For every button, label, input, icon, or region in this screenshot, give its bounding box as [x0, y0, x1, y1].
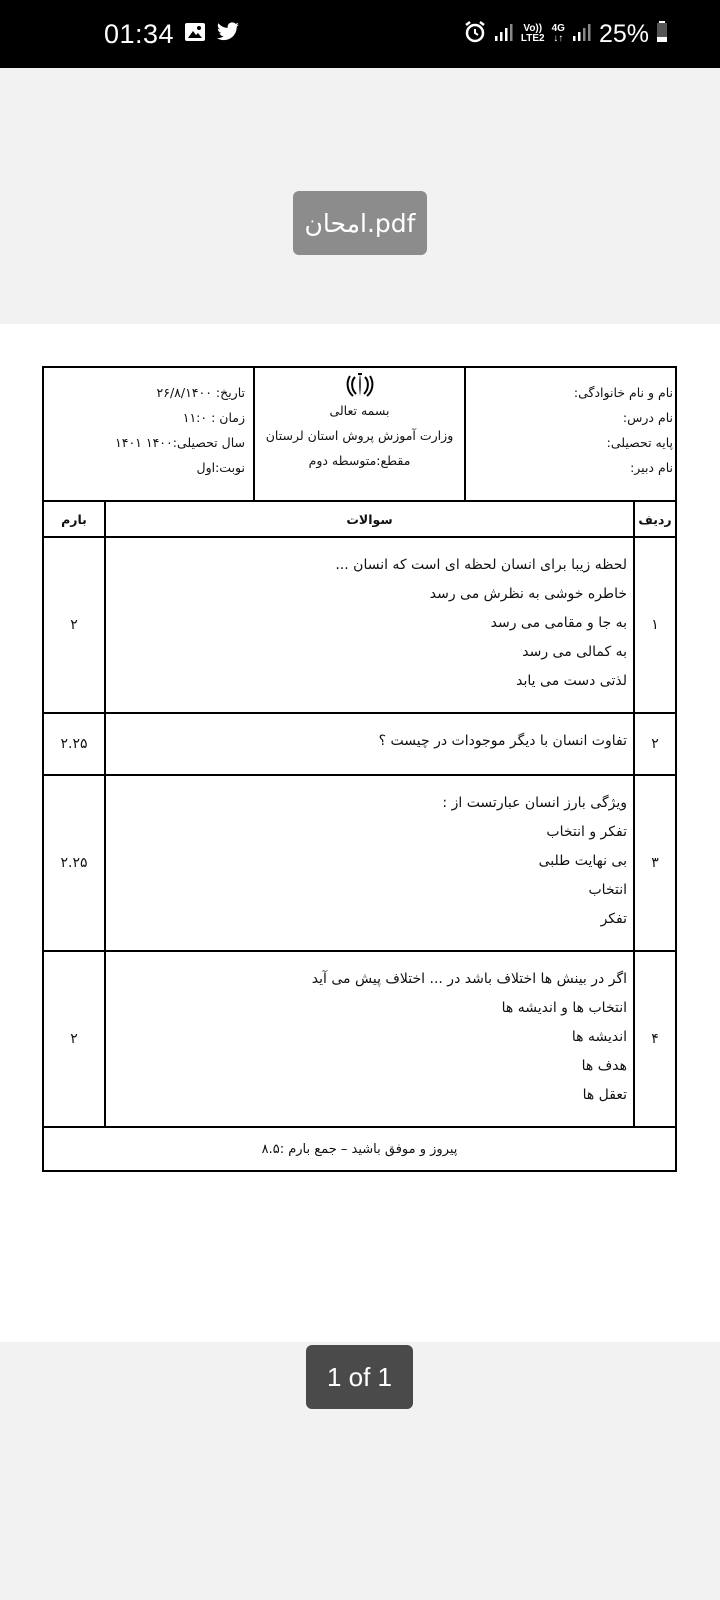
grade-label: پایه تحصیلی: — [606, 435, 673, 450]
page-indicator — [306, 1345, 413, 1409]
gallery-icon — [184, 22, 206, 46]
question-score: ۲ — [44, 952, 106, 1126]
question-line: ویژگی بارز انسان عبارتست از : — [442, 795, 627, 811]
option-line: هدف ها — [581, 1058, 627, 1074]
column-score: بارم — [44, 502, 106, 536]
question-text — [106, 714, 635, 774]
option-line: اندیشه ها — [571, 1029, 627, 1045]
question-number: ۴ — [651, 1031, 659, 1047]
exam-year: سال تحصیلی:۱۴۰۰ ۱۴۰۱ — [115, 435, 245, 450]
exam-date: تاریخ: ۲۶/۸/۱۴۰۰ — [156, 385, 245, 400]
question-line: تفاوت انسان با دیگر موجودات در چیست ؟ — [378, 733, 627, 749]
question-text — [106, 952, 635, 1126]
option-line: تفکر — [600, 911, 627, 927]
question-number: ۲ — [651, 736, 659, 752]
lte-label: LTE2 — [520, 33, 545, 44]
question-number: ۳ — [651, 855, 659, 871]
data-indicator: 4G ↓↑ — [551, 23, 565, 44]
option-line: به کمالی می رسد — [522, 644, 627, 660]
option-line: تفکر و انتخاب — [546, 824, 627, 840]
exam-turn: نوبت:اول — [196, 460, 245, 475]
exam-sheet — [42, 366, 677, 1172]
twitter-icon — [216, 22, 240, 46]
exam-time: زمان : ۱۱:۰ — [182, 410, 245, 425]
bismillah-text: بسمه تعالی — [329, 403, 390, 418]
question-row — [44, 538, 675, 714]
option-line: بی نهایت طلبی — [538, 853, 627, 869]
question-score: ۲.۲۵ — [44, 714, 106, 774]
exam-header — [44, 368, 675, 502]
battery-icon — [656, 21, 668, 48]
footer-text: پیروز و موفق باشید – جمع بارم :۸.۵ — [261, 1141, 458, 1157]
alarm-icon — [463, 20, 487, 49]
status-bar — [0, 0, 720, 68]
course-name-label: نام درس: — [622, 410, 673, 425]
option-line: انتخاب ها و اندیشه ها — [501, 1000, 627, 1016]
file-name: امحان.pdf — [304, 208, 416, 238]
column-row: ردیف — [638, 511, 672, 527]
exam-footer — [44, 1128, 675, 1170]
header-info-right — [466, 368, 675, 500]
clock: 01:34 — [104, 18, 175, 49]
question-score: ۲.۲۵ — [44, 776, 106, 950]
question-row — [44, 776, 675, 952]
question-line: لحظه زیبا برای انسان لحظه ای است که انسان ... — [335, 557, 627, 573]
option-line: لذتی دست می یابد — [516, 673, 627, 689]
student-name-label: نام و نام خانوادگی: — [573, 385, 673, 400]
volte-indicator — [521, 24, 545, 44]
option-line: انتخاب — [588, 882, 627, 898]
question-number: ۱ — [651, 617, 659, 633]
battery-level: 25% — [598, 19, 649, 48]
level-text: مقطع:متوسطه دوم — [308, 453, 411, 468]
file-name-chip — [293, 191, 427, 255]
page-indicator-label: 1 of 1 — [326, 1361, 393, 1392]
option-line: تعقل ها — [582, 1087, 627, 1103]
question-line: اگر در بینش ها اختلاف باشد در ... اختلاف پیش می آید — [311, 971, 627, 987]
volte-label: Vo)) — [523, 23, 543, 34]
4g-label: 4G — [551, 23, 565, 34]
option-line: به جا و مقامی می رسد — [490, 615, 627, 631]
signal-icon — [494, 22, 514, 47]
header-center — [255, 368, 466, 500]
pdf-page[interactable] — [0, 324, 720, 1342]
iran-emblem-icon — [346, 372, 374, 398]
header-info-left — [44, 368, 255, 500]
question-row — [44, 952, 675, 1128]
option-line: خاطره خوشی به نظرش می رسد — [429, 586, 627, 602]
question-text — [106, 538, 635, 712]
ministry-text: وزارت آموزش پروش استان لرستان — [265, 428, 454, 443]
question-text — [106, 776, 635, 950]
question-row — [44, 714, 675, 776]
question-score: ۲ — [44, 538, 106, 712]
teacher-label: نام دبیر: — [630, 460, 673, 475]
column-questions: سوالات — [106, 502, 635, 536]
table-header-row — [44, 502, 675, 538]
signal-icon-2 — [572, 22, 592, 47]
